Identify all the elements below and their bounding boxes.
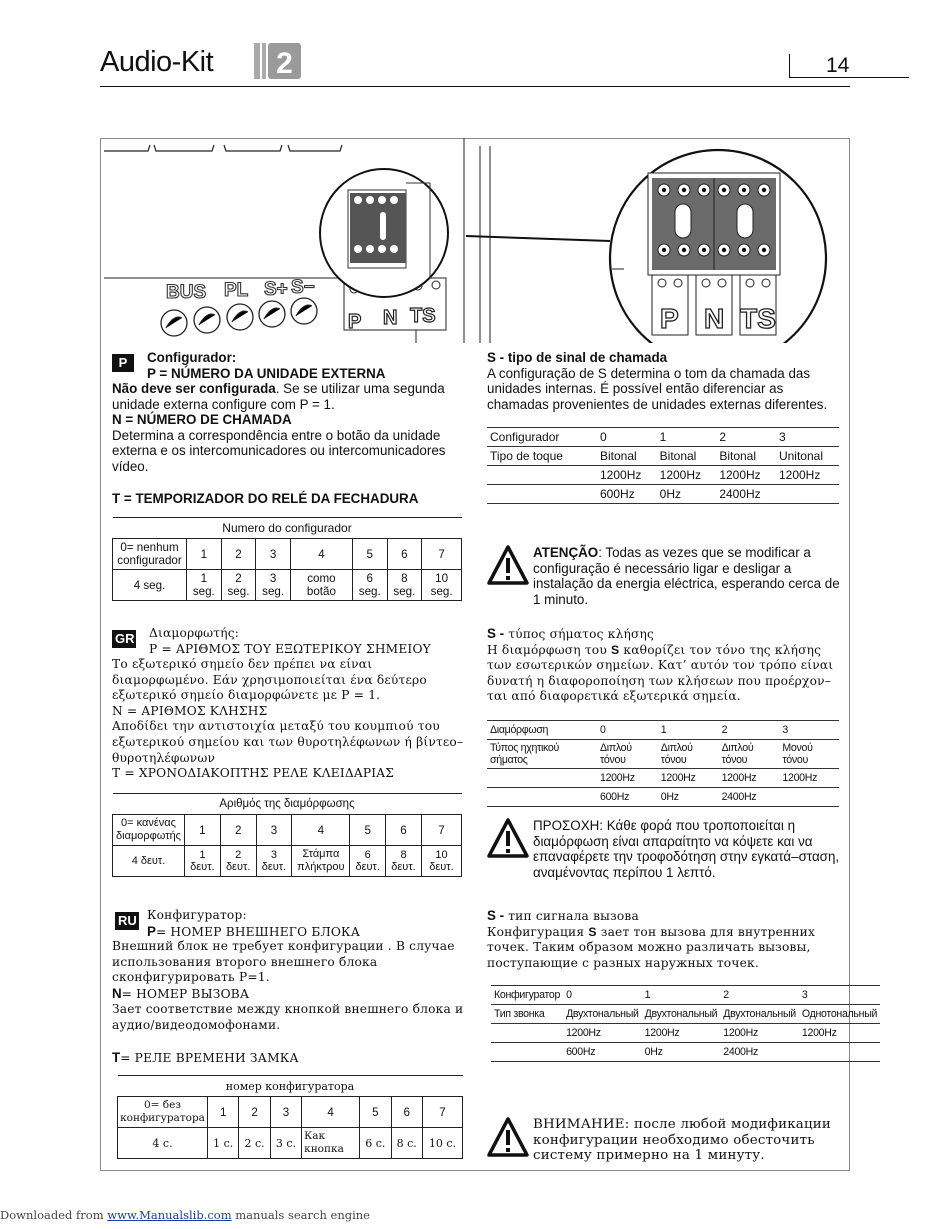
ru-table-head-cell: 4 <box>302 1097 360 1128</box>
pt-s-cell: 1200Hz <box>776 466 839 485</box>
ru-s-cell <box>491 1024 563 1043</box>
gr-table-head-cell: 1 <box>185 815 221 846</box>
download-footer <box>0 1208 370 1222</box>
gr-table-head-cell: 7 <box>421 815 461 846</box>
section-badge <box>254 42 302 80</box>
pt-s-cell: 0Hz <box>657 485 717 504</box>
gr-s-cell: 1200Hz <box>597 769 658 788</box>
gr-table-cell: 4 δευτ. <box>113 846 185 877</box>
gr-s-cell: Διπλού τόνου <box>719 740 780 769</box>
ru-s-cell: 2 <box>720 986 799 1005</box>
pt-s-cell: Bitonal <box>597 447 657 466</box>
ru-table-cell: 10 с. <box>422 1128 462 1159</box>
pt-s-cell: Configurador <box>487 428 597 447</box>
dip-right-label-p: P <box>660 303 679 334</box>
pt-p-bold: Não deve ser configurada <box>112 381 276 396</box>
ru-s-cell: 0 <box>563 986 642 1005</box>
ru-config-section <box>112 908 464 1066</box>
ru-s-cell: Тип звонка <box>491 1005 563 1024</box>
pt-s-cell <box>487 466 597 485</box>
pt-warning-text: : Todas as vezes que se modificar a configuração é necessário ligar e desligar a instalação da energia eléctrica, esperando cerca de 1 minuto. <box>533 545 840 607</box>
gr-timer-table <box>112 793 462 877</box>
gr-signal-section <box>487 626 839 705</box>
ru-s-cell: Однотональный <box>799 1005 880 1024</box>
ru-n-text: Зает соответствие между кнопкой внешнего блока и аудио/видеодомофонами. <box>112 1002 464 1032</box>
gr-s-cell <box>487 788 597 807</box>
ru-s-cell: Двухтональный <box>563 1005 642 1024</box>
gr-s-cell: Τύπος ηχητικού σήματος <box>487 740 597 769</box>
pt-table-cell: 3 seg. <box>256 570 291 601</box>
ru-n-line: = НОМЕР ВЫЗОВА <box>121 986 250 1001</box>
footer-prefix: Downloaded from <box>0 1208 108 1222</box>
ru-n-bold: N <box>112 985 122 1001</box>
ru-s-cell: Двухтональный <box>642 1005 721 1024</box>
gr-s-text-post: καθορίζει τον τόνο της κλήσης των εσωτερικών σημείων. Κατ’ αυτόν τον τρόπο είναι δυνατή η διαφοροποίηση των κλήσεων που προέρχον–ται από διαφορετικά εξωτερικά σημεία. <box>487 642 834 704</box>
pt-n-text: Determina a correspondência entre o botão da unidade externa e os intercomunicadores ou intercomunicadores vídeo. <box>112 427 446 474</box>
pt-s-cell: Unitonal <box>776 447 839 466</box>
gr-s-cell: 2 <box>719 721 780 740</box>
ru-s-text-post: зает тон вызова для внутренних точек. Таким образом можно различать вызовы, поступающие с разных наружных точек. <box>487 924 816 970</box>
ru-p-line: = НОМЕР ВНЕШНЕГО БЛОКА <box>155 924 361 939</box>
pt-s-cell: 1200Hz <box>716 466 776 485</box>
ru-table-head-cell: 3 <box>270 1097 301 1128</box>
ru-s-cell: 1200Hz <box>642 1024 721 1043</box>
pt-p-line: P = NÚMERO DA UNIDADE EXTERNA <box>147 365 386 381</box>
gr-table-cell: 10 δευτ. <box>421 846 461 877</box>
language-label-pt: P <box>112 354 134 372</box>
gr-table-head-cell: 5 <box>350 815 386 846</box>
warning-icon <box>487 1117 529 1157</box>
language-label-ru: RU <box>115 912 139 930</box>
gr-s-text-pre: Η διαμόρφωση του <box>487 642 612 657</box>
language-label-gr: GR <box>112 630 136 648</box>
pt-table-head-cell: 7 <box>422 539 462 570</box>
gr-s-cell: Διπλού τόνου <box>597 740 658 769</box>
pt-table-cell: 4 seg. <box>113 570 187 601</box>
pt-table-cell: 1 seg. <box>187 570 222 601</box>
pt-table-head-cell: 0= nenhum configurador <box>113 539 187 570</box>
ru-table-cell: 3 с. <box>270 1128 301 1159</box>
terminal-label-s-minus: S− <box>291 277 315 298</box>
pt-table-cell: como botão <box>290 570 352 601</box>
pt-table-cell: 8 seg. <box>387 570 422 601</box>
ru-warning <box>487 1117 845 1167</box>
ru-table-head-cell: 2 <box>239 1097 270 1128</box>
gr-table-head-cell: 3 <box>256 815 292 846</box>
pt-s-cell: 1200Hz <box>657 466 717 485</box>
gr-n-text: Αποδίδει την αντιστοιχία μεταξύ του κουμπιού του εξωτερικού σημείου και των θυροτηλέφωνων ή βίντεο–θυροτηλέφωνων <box>112 719 464 765</box>
gr-s-cell: 1200Hz <box>658 769 719 788</box>
gr-s-cell: 3 <box>779 721 839 740</box>
ru-signal-section <box>487 908 839 971</box>
pt-s-cell: 2 <box>716 428 776 447</box>
terminal-label-s-plus: S+ <box>264 279 288 300</box>
pt-s-cell: 0 <box>597 428 657 447</box>
pt-table-head-cell: 4 <box>290 539 352 570</box>
ru-table-cell: Как кнопка <box>302 1128 360 1159</box>
gr-table-cell: 6 δευτ. <box>350 846 386 877</box>
ru-p-text: Внешний блок не требует конфигурации . В случае использования второго внешнего блока сконфигурировать P=1. <box>112 939 455 985</box>
gr-table-cell: 2 δευτ. <box>220 846 256 877</box>
ru-warning-text: ВНИМАНИЕ: после любой модификации конфигурации необходимо обесточить систему примерно на 1 минуту. <box>533 1117 832 1164</box>
ru-table-cell: 8 с. <box>391 1128 422 1159</box>
gr-s-cell <box>487 769 597 788</box>
pt-s-title: S - tipo de sinal de chamada <box>487 350 668 365</box>
pt-s-cell: Tipo de toque <box>487 447 597 466</box>
ru-table-head-cell: 5 <box>360 1097 391 1128</box>
gr-s-cell: 1200Hz <box>719 769 780 788</box>
gr-table-cell: 3 δευτ. <box>256 846 292 877</box>
dip-left-label-n: N <box>383 307 398 329</box>
pt-heading: Configurador: <box>147 350 237 365</box>
gr-s-text-bold: S <box>611 642 620 657</box>
pt-table-cell: 2 seg. <box>221 570 256 601</box>
gr-table-head-cell: 6 <box>386 815 422 846</box>
ru-s-text-bold: S <box>588 924 597 939</box>
gr-signal-table <box>487 720 839 807</box>
ru-table-caption: номер конфигуратора <box>118 1076 463 1097</box>
pt-t-line: T = TEMPORIZADOR DO RELÉ DA FECHADURA <box>112 490 419 506</box>
gr-n-line: N = ΑΡΙΘΜΟΣ ΚΛΗΣΗΣ <box>112 703 268 718</box>
pt-s-cell: 1200Hz <box>597 466 657 485</box>
gr-t-line: T = ΧΡΟΝΟΔΙΑΚΟΠΤΗΣ ΡΕΛΕ ΚΛΕΙΔΑΡΙΑΣ <box>112 766 395 781</box>
gr-p-text: Το εξωτερικό σημείο δεν πρέπει να είναι διαμορφωμένο. Εάν χρησιμοποιείται ένα δεύτερο εξωτερικό σημείο διαμορφώνετε με P = 1. <box>112 657 427 703</box>
gr-table-head-cell: 0= κανένας διαμορφωτής <box>113 815 185 846</box>
gr-s-title: τύπος σήματος κλήσης <box>504 627 655 641</box>
pt-config-section <box>112 350 464 506</box>
pt-table-head-cell: 6 <box>387 539 422 570</box>
ru-table-cell: 1 с. <box>208 1128 239 1159</box>
gr-config-section <box>112 626 464 782</box>
gr-s-cell: Διπλού τόνου <box>658 740 719 769</box>
ru-signal-table <box>491 985 880 1062</box>
gr-s-cell: 0Hz <box>658 788 719 807</box>
gr-warning <box>487 818 845 882</box>
gr-warning-text: ΠΡΟΣΟΧΗ: Κάθε φορά που τροποποιείται η διαμόρφωση είναι απαραίτητο να κόψετε και να επαναφέρετε την τροφοδότηση στην εγκατά–σταση, αναμένοντας περίπου 1 λεπτό. <box>533 818 840 880</box>
ru-s-cell <box>491 1043 563 1062</box>
ru-table-head-cell: 1 <box>208 1097 239 1128</box>
pt-table-head-cell: 1 <box>187 539 222 570</box>
pt-warning <box>487 545 845 609</box>
ru-s-cell: 3 <box>799 986 880 1005</box>
ru-table-cell: 2 с. <box>239 1128 270 1159</box>
gr-table-head-cell: 2 <box>220 815 256 846</box>
gr-s-title-bold: S - <box>487 626 505 641</box>
terminal-label-bus: BUS <box>166 282 207 303</box>
warning-icon <box>487 818 529 858</box>
gr-table-cell: 1 δευτ. <box>185 846 221 877</box>
pt-p-text: . Se se utilizar uma segunda unidade externa configure com P = 1. <box>112 381 445 412</box>
gr-p-line: P = ΑΡΙΘΜΟΣ ΤΟΥ ΕΞΩΤΕΡΙΚΟΥ ΣΗΜΕΙΟΥ <box>149 641 431 656</box>
pt-table-cell: 10 seg. <box>422 570 462 601</box>
dip-left-label-p: P <box>348 311 362 333</box>
pt-signal-section <box>487 350 839 412</box>
ru-s-cell: 0Hz <box>642 1043 721 1062</box>
ru-t-line: = РЕЛЕ ВРЕМЕНИ ЗАМКА <box>120 1050 299 1065</box>
ru-s-cell: Двухтональный <box>720 1005 799 1024</box>
gr-s-cell: Διαμόρφωση <box>487 721 597 740</box>
terminal-label-pl: PL <box>224 280 249 301</box>
pt-table-caption: Numero do configurador <box>113 518 462 539</box>
pt-s-cell: Bitonal <box>716 447 776 466</box>
header-rule <box>100 86 850 87</box>
ru-timer-table <box>117 1075 463 1159</box>
ru-s-text-pre: Конфигурация <box>487 924 589 939</box>
pt-s-cell <box>487 485 597 504</box>
pt-table-cell: 6 seg. <box>352 570 387 601</box>
pt-signal-table <box>487 427 839 504</box>
ru-table-head-cell: 6 <box>391 1097 422 1128</box>
pt-s-cell: Bitonal <box>657 447 717 466</box>
ru-s-cell: 1200Hz <box>720 1024 799 1043</box>
ru-s-cell: 2400Hz <box>720 1043 799 1062</box>
pt-table-head-cell: 5 <box>352 539 387 570</box>
ru-s-cell: 1 <box>642 986 721 1005</box>
dip-left-label-ts: TS <box>410 305 436 327</box>
ru-table-cell: 4 с. <box>118 1128 208 1159</box>
ru-s-cell: 1200Hz <box>799 1024 880 1043</box>
pt-timer-table <box>112 517 462 601</box>
gr-s-cell: 2400Hz <box>719 788 780 807</box>
ru-table-cell: 6 с. <box>360 1128 391 1159</box>
gr-s-cell: 0 <box>597 721 658 740</box>
ru-heading: Конфигуратор: <box>147 908 247 922</box>
ru-table-head-cell: 0= без конфигуратора <box>118 1097 208 1128</box>
manualslib-link[interactable]: www.Manualslib.com <box>107 1208 232 1222</box>
pt-s-cell <box>776 485 839 504</box>
ru-s-cell <box>799 1043 880 1062</box>
ru-s-title-bold: S - <box>487 908 505 923</box>
section-badge-number: 2 <box>276 47 293 80</box>
gr-s-cell: Μονού τόνου <box>779 740 839 769</box>
pt-n-line: N = NÚMERO DE CHAMADA <box>112 412 292 428</box>
ru-table-head-cell: 7 <box>422 1097 462 1128</box>
pt-warning-bold: ATENÇÃO <box>533 545 599 560</box>
gr-s-cell: 1 <box>658 721 719 740</box>
pt-table-head-cell: 3 <box>256 539 291 570</box>
ru-s-title: тип сигнала вызова <box>504 909 639 923</box>
ru-p-bold: P <box>147 923 156 939</box>
gr-heading: Διαμορφωτής: <box>149 626 240 640</box>
pt-s-cell: 600Hz <box>597 485 657 504</box>
gr-table-caption: Αριθμός της διαμόρφωσης <box>113 794 462 815</box>
warning-icon <box>487 545 529 585</box>
gr-table-head-cell: 4 <box>292 815 350 846</box>
pt-s-cell: 3 <box>776 428 839 447</box>
pt-s-cell: 2400Hz <box>716 485 776 504</box>
ru-s-cell: Конфигуратор <box>491 986 563 1005</box>
document-title: Audio-Kit <box>100 46 214 78</box>
gr-s-cell: 600Hz <box>597 788 658 807</box>
gr-s-cell: 1200Hz <box>779 769 839 788</box>
gr-table-cell: Στάμπα πλήκτρου <box>292 846 350 877</box>
footer-suffix: manuals search engine <box>231 1208 370 1222</box>
ru-s-cell: 1200Hz <box>563 1024 642 1043</box>
wiring-illustration <box>100 138 850 343</box>
page-number: 14 <box>826 54 850 77</box>
ru-t-bold: T <box>112 1049 121 1065</box>
ru-s-cell: 600Hz <box>563 1043 642 1062</box>
pt-table-head-cell: 2 <box>221 539 256 570</box>
gr-table-cell: 8 δευτ. <box>386 846 422 877</box>
pt-s-cell: 1 <box>657 428 717 447</box>
gr-s-cell <box>779 788 839 807</box>
dip-right-label-ts: TS <box>740 303 776 334</box>
dip-right-label-n: N <box>704 303 725 334</box>
pt-s-text: A configuração de S determina o tom da chamada das unidades internas. É possível então diferenciar as chamadas provenientes de unidades externas diferentes. <box>487 365 828 412</box>
